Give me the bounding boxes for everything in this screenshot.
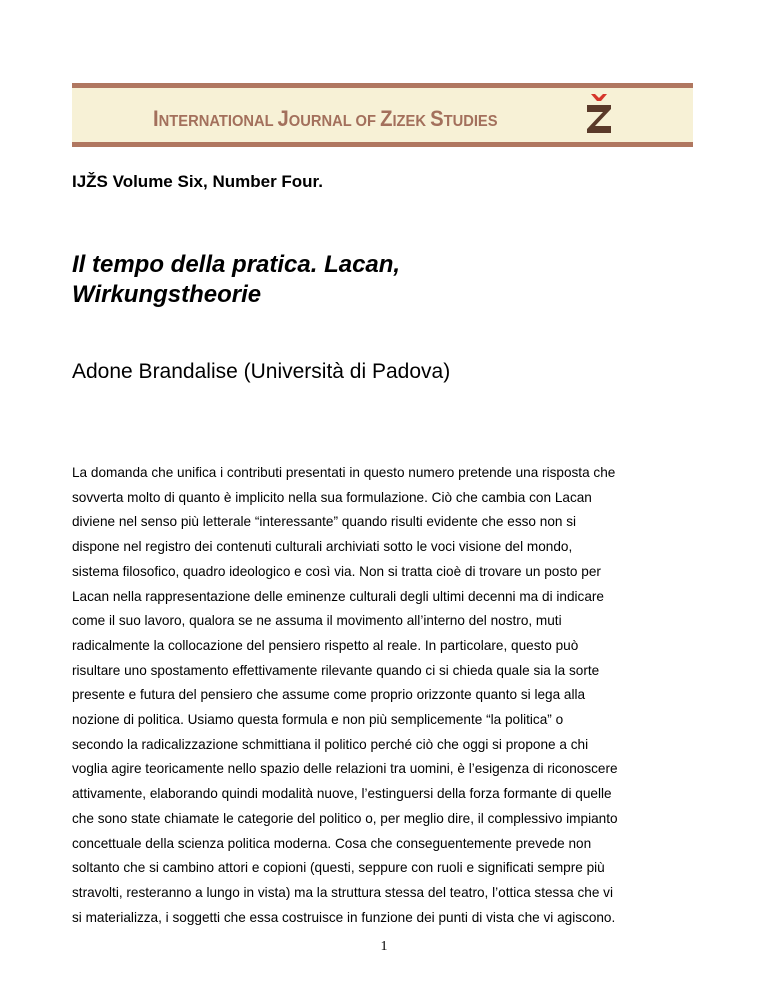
journal-banner xyxy=(72,83,693,147)
body-line: sistema filosofico, quadro ideologico e così via. Non si tratta cioè di trovare un posto per xyxy=(72,563,601,579)
journal-title-rest: IZEK xyxy=(392,113,431,130)
body-line: voglia agire teoricamente nello spazio delle relazioni tra uomini, è l’esigenza di riconoscere xyxy=(72,761,618,777)
journal-title-rest: NTERNATIONAL xyxy=(158,113,278,130)
journal-title-rest: OURNAL OF xyxy=(288,113,381,130)
body-line: Lacan nella rappresentazione delle eminenze culturali degli ultimi decenni ma di indicare xyxy=(72,588,604,604)
body-line: che sono state chiamate le categorie del politico o, per meglio dire, il complessivo impianto xyxy=(72,810,618,826)
body-line: secondo la radicalizzazione schmittiana il politico perché ciò che oggi si propone a chi xyxy=(72,736,589,752)
journal-title xyxy=(153,106,498,132)
body-line: La domanda che unifica i contributi presentati in questo numero pretende una risposta che xyxy=(72,465,616,480)
body-line: sovverta molto di quanto è implicito nella sua formulazione. Ciò che cambia con Lacan xyxy=(72,489,592,505)
journal-title-rest: TUDIES xyxy=(443,113,498,130)
body-line: stravolti, resteranno a lungo in vista) ma la struttura stessa del teatro, l’ottica stessa che vi xyxy=(72,884,613,900)
volume-line: IJŽS Volume Six, Number Four. xyxy=(72,172,323,191)
article-title-line: Wirkungstheorie xyxy=(72,281,262,308)
body-line: nozione di politica. Usiamo questa formula e non più semplicemente “la politica” o xyxy=(72,712,564,728)
body-line: si materializza, i soggetti che essa costruisce in funzione dei punti di vista che vi agiscono. xyxy=(72,909,616,925)
body-line: diviene nel senso più letterale “interessante” quando risulti evidente che esso non si xyxy=(72,514,577,530)
body-line: soltanto che si cambino attori e copioni (questi, seppure con ruoli e significati sempre più xyxy=(72,860,605,876)
body-line: presente e futura del pensiero che assume come proprio orizzonte quanto si lega alla xyxy=(72,687,586,703)
z-caron-logo-icon xyxy=(584,93,614,135)
journal-title-cap: S xyxy=(430,106,444,131)
body-line: risultare uno spostamento effettivamente rilevante quando ci si chieda quale sia la sorte xyxy=(72,662,600,678)
body-line: concettuale della scienza politica moderna. Cosa che conseguentemente prevede non xyxy=(72,835,592,851)
body-line: radicalmente la collocazione del pensiero rispetto al reale. In particolare, questo può xyxy=(72,637,579,653)
article-title xyxy=(72,250,592,310)
journal-title-cap: I xyxy=(153,106,159,131)
page-number: 1 xyxy=(380,939,388,954)
journal-title-cap: J xyxy=(277,106,289,131)
journal-title-cap: Z xyxy=(380,106,393,131)
article-title-line: Il tempo della pratica. Lacan, xyxy=(72,251,401,278)
article-body xyxy=(72,461,702,930)
article-author: Adone Brandalise (Università di Padova) xyxy=(72,360,451,383)
body-line: attivamente, elaborando quindi modalità nuove, l’estinguersi della forza formante di quelle xyxy=(72,786,612,802)
body-line: come il suo lavoro, qualora se ne assuma il movimento all’interno del nostro, muti xyxy=(72,613,562,629)
body-line: dispone nel registro dei contenuti culturali archiviati sotto le voci visione del mondo, xyxy=(72,539,573,555)
